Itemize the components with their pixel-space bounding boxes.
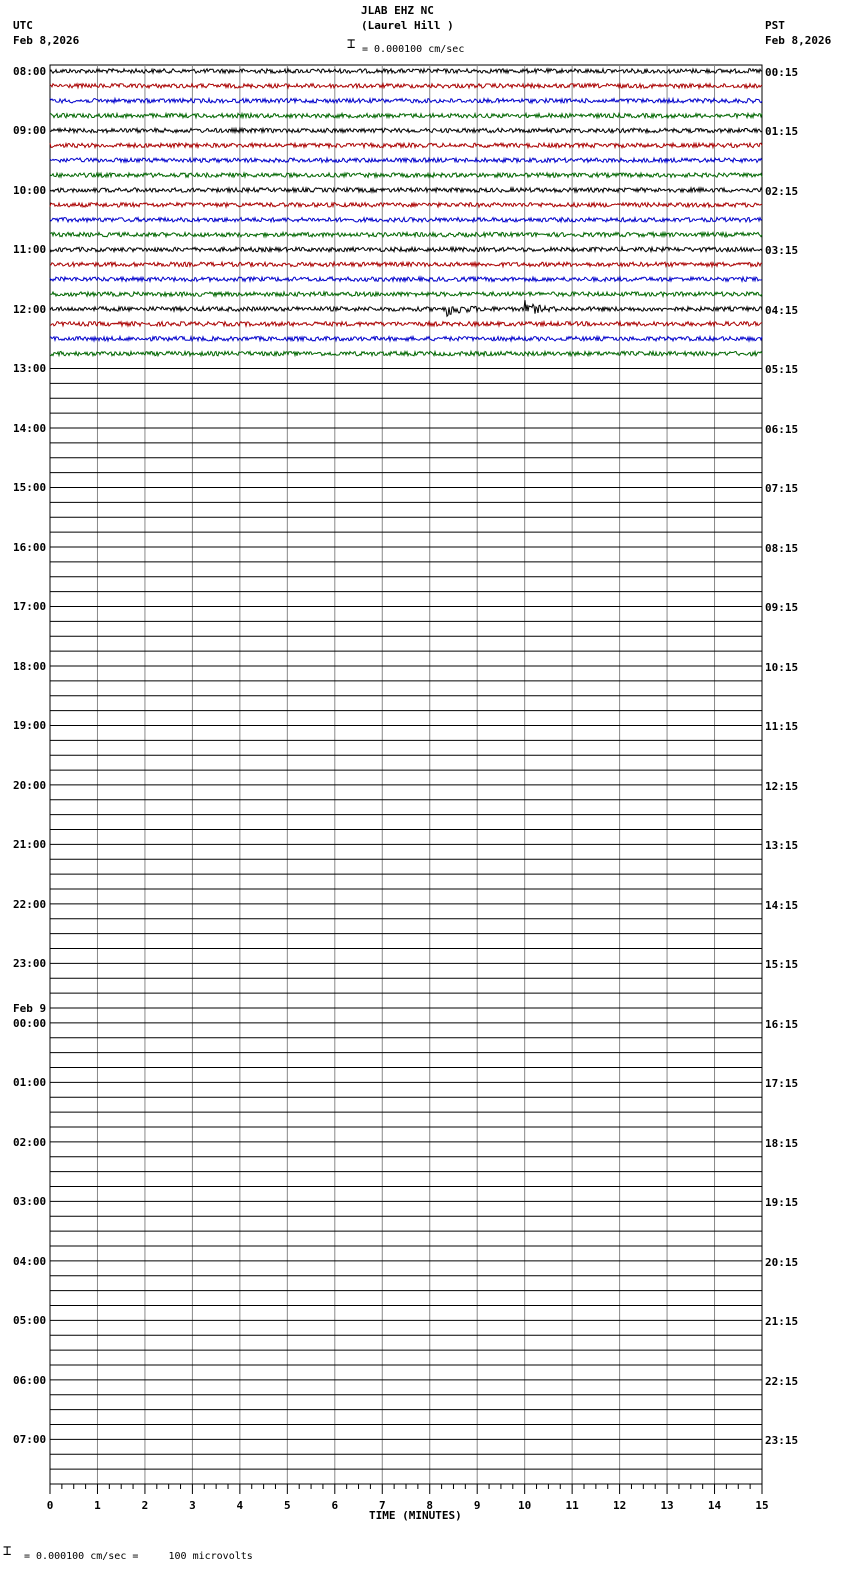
x-tick-label: 10	[518, 1499, 532, 1512]
footer-scale-note: = 0.000100 cm/sec = 100 microvolts	[24, 1551, 253, 1562]
right-hour-label: 01:15	[765, 125, 799, 139]
station-location: (Laurel Hill )	[361, 19, 454, 32]
trace-line	[50, 300, 762, 316]
right-hour-label: 08:15	[765, 541, 799, 555]
x-tick-label: 8	[426, 1499, 434, 1512]
left-hour-label: 01:00	[13, 1076, 47, 1090]
right-hour-label: 23:15	[765, 1434, 799, 1448]
day-change-label: Feb 9	[13, 1002, 47, 1015]
x-tick-label: 1	[94, 1499, 101, 1512]
left-hour-label: 21:00	[13, 838, 47, 852]
trace-line	[50, 277, 762, 281]
x-tick-label: 6	[331, 1499, 339, 1512]
left-timezone: UTC	[13, 19, 33, 32]
right-hour-label: 06:15	[765, 422, 799, 436]
right-hour-label: 14:15	[765, 898, 799, 912]
left-hour-label: 18:00	[13, 659, 47, 673]
trace-line	[50, 292, 762, 296]
trace-line	[50, 113, 762, 117]
left-hour-label: 13:00	[13, 362, 47, 376]
time-axis	[47, 1484, 769, 1512]
left-hour-label: 14:00	[13, 421, 47, 435]
trace-line	[50, 337, 762, 341]
left-hour-label: 05:00	[13, 1314, 47, 1328]
x-tick-label: 9	[473, 1499, 481, 1512]
left-hour-label: 16:00	[13, 540, 47, 554]
left-hour-label: 07:00	[13, 1433, 47, 1447]
trace-line	[50, 173, 762, 177]
right-hour-label: 22:15	[765, 1374, 799, 1388]
x-axis-title: TIME (MINUTES)	[369, 1509, 462, 1522]
right-hour-label: 17:15	[765, 1077, 799, 1091]
right-hour-label: 15:15	[765, 958, 799, 972]
trace-line	[50, 84, 762, 88]
right-hour-label: 13:15	[765, 839, 799, 853]
right-hour-label: 18:15	[765, 1136, 799, 1150]
right-hour-label: 03:15	[765, 244, 799, 258]
x-tick-label: 12	[612, 1499, 627, 1512]
seismic-traces	[50, 69, 762, 1484]
right-hour-label: 12:15	[765, 779, 799, 793]
trace-line	[50, 322, 762, 326]
trace-line	[50, 232, 762, 236]
station-title: JLAB EHZ NC	[361, 4, 434, 17]
right-hour-label: 02:15	[765, 184, 799, 198]
left-hour-label: 12:00	[13, 302, 47, 316]
trace-line	[50, 128, 762, 132]
trace-line	[50, 69, 762, 73]
trace-line	[50, 218, 762, 222]
left-hour-label: 04:00	[13, 1254, 47, 1268]
left-hour-label: 10:00	[13, 183, 47, 197]
left-hour-label: 20:00	[13, 778, 47, 792]
x-tick-label: 0	[46, 1499, 54, 1512]
left-hour-label: 19:00	[13, 719, 47, 733]
x-tick-label: 3	[189, 1499, 196, 1512]
trace-line	[50, 143, 762, 147]
left-hour-label: 02:00	[13, 1135, 47, 1149]
right-hour-label: 10:15	[765, 660, 799, 674]
trace-line	[50, 203, 762, 207]
right-timezone: PST	[765, 19, 785, 32]
left-hour-label: 22:00	[13, 897, 47, 911]
trace-line	[50, 262, 762, 266]
left-hour-label: 23:00	[13, 957, 47, 971]
right-hour-label: 19:15	[765, 1196, 799, 1210]
left-hour-label: 17:00	[13, 600, 47, 614]
header-scale-label: = 0.000100 cm/sec	[362, 44, 465, 55]
x-tick-label: 5	[284, 1499, 291, 1512]
trace-line	[50, 247, 762, 251]
left-hour-label: 06:00	[13, 1373, 47, 1387]
scale-bar-icon: ⌶	[347, 36, 356, 52]
right-hour-label: 21:15	[765, 1315, 799, 1329]
x-tick-label: 2	[141, 1499, 149, 1512]
right-hour-label: 00:15	[765, 66, 799, 79]
right-hour-label: 16:15	[765, 1017, 799, 1031]
left-hour-label: 03:00	[13, 1195, 47, 1209]
left-hour-label: 11:00	[13, 243, 47, 257]
trace-line	[50, 158, 762, 162]
footer-scale-icon: ⌶	[3, 1543, 12, 1559]
right-hour-label: 07:15	[765, 482, 799, 496]
trace-line	[50, 188, 762, 192]
right-hour-label: 04:15	[765, 303, 799, 317]
trace-line	[50, 351, 762, 355]
right-hour-label: 20:15	[765, 1255, 799, 1269]
right-date: Feb 8,2026	[765, 34, 832, 47]
x-tick-label: 4	[236, 1499, 244, 1512]
left-hour-label: 00:00	[13, 1016, 47, 1030]
x-tick-label: 11	[565, 1499, 579, 1512]
x-tick-label: 13	[660, 1499, 674, 1512]
trace-line	[50, 99, 762, 103]
left-hour-label: 15:00	[13, 481, 47, 495]
left-hour-label: 08:00	[13, 65, 47, 78]
left-date: Feb 8,2026	[13, 34, 80, 47]
right-hour-label: 09:15	[765, 601, 799, 615]
right-hour-label: 11:15	[765, 720, 799, 734]
left-hour-label: 09:00	[13, 124, 47, 138]
x-tick-label: 14	[707, 1499, 722, 1512]
right-hour-label: 05:15	[765, 363, 799, 377]
x-tick-label: 15	[755, 1499, 769, 1512]
x-tick-label: 7	[378, 1499, 386, 1512]
